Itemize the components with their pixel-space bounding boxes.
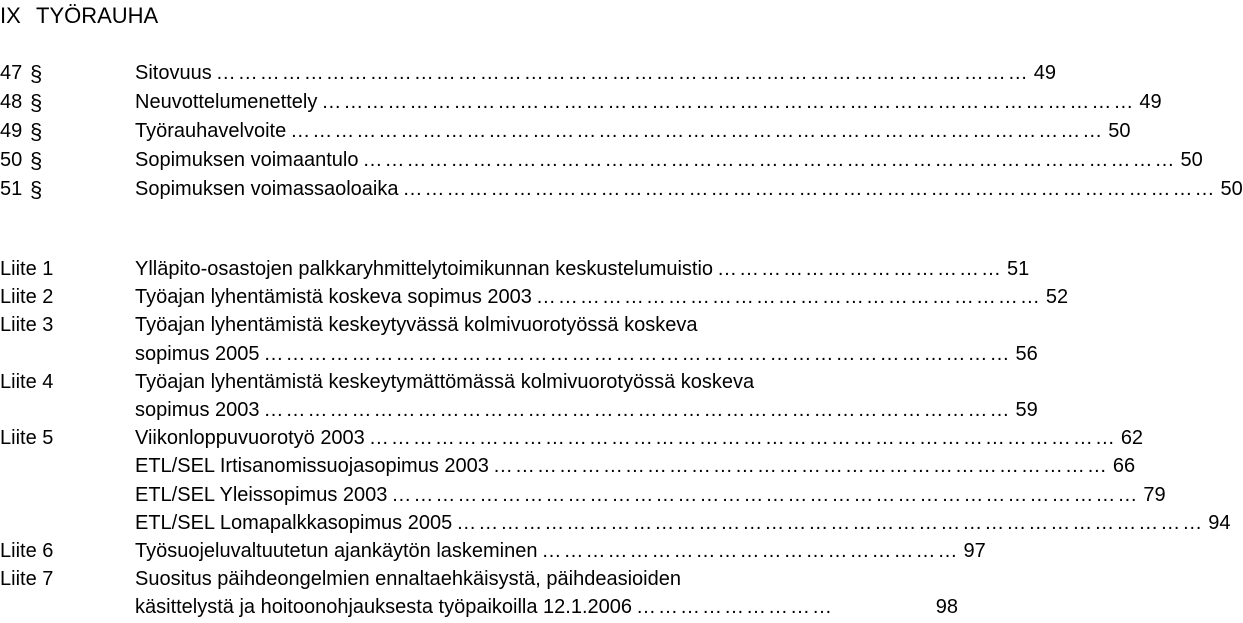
- toc-row: [0, 255, 1030, 284]
- dot-leader: …………………………………: [717, 258, 1004, 280]
- toc-entry: [135, 340, 1038, 369]
- toc-entry: [135, 537, 986, 566]
- toc-entry: [135, 509, 1231, 538]
- page-number: 51: [1007, 258, 1030, 280]
- appendix-label: Liite 3: [0, 314, 54, 337]
- toc-entry: [135, 283, 1069, 312]
- page-number: 94: [1208, 511, 1231, 534]
- chapter-heading: [0, 3, 158, 29]
- dot-leader: …………………………………………………………………………………………: [456, 511, 1205, 534]
- entry-title: sopimus 2005: [135, 342, 260, 365]
- toc-entry: [135, 311, 958, 340]
- entry-title: Viikonloppuvuorotyö 2003: [135, 427, 365, 450]
- entry-title: Työajan lyhentämistä keskeytymättömässä kolmivuorotyössä koskeva: [135, 370, 755, 393]
- dot-leader: …………………………………………………: [541, 540, 960, 562]
- appendix-label: Liite 7: [0, 568, 54, 591]
- entry-title: Suositus päihdeongelmien ennaltaehkäisystä, päihdeasioiden: [135, 568, 681, 591]
- section-symbol: §: [30, 148, 43, 173]
- toc-entry: [135, 88, 1162, 117]
- toc-entry: [135, 424, 1144, 453]
- toc-entry: [135, 368, 958, 397]
- page-number: 66: [1112, 455, 1136, 478]
- entry-title: Työsuojeluvaltuutetun ajankäytön laskeminen: [135, 540, 538, 562]
- entry-title: ETL/SEL Yleissopimus 2003: [135, 483, 388, 506]
- toc-row: [0, 311, 960, 340]
- toc-row: [0, 340, 1038, 369]
- entry-title: käsittelystä ja hoitoonohjauksesta työpaikoilla 12.1.2006: [135, 596, 632, 619]
- page-number: 50: [1180, 149, 1203, 171]
- toc-entry: [135, 481, 1166, 510]
- entry-title: Neuvottelumenettely: [135, 91, 318, 113]
- dot-leader: …………………………………………………………………………………………………: [215, 62, 1030, 84]
- appendix-label: Liite 4: [0, 370, 54, 393]
- entry-title: Työajan lyhentämistä koskeva sopimus 2003: [135, 286, 532, 309]
- entry-title: ETL/SEL Irtisanomissuojasopimus 2003: [135, 455, 489, 478]
- dot-leader: ……………………………………………………………: [535, 286, 1042, 309]
- section-number: 51: [0, 178, 23, 200]
- dot-leader: …………………………………………………………………………………………………: [290, 120, 1105, 142]
- page-number: 79: [1143, 483, 1166, 506]
- toc-row: [0, 117, 1131, 146]
- page-number: 50: [1220, 178, 1243, 200]
- toc-entry: [135, 146, 1203, 175]
- entry-title: Sitovuus: [135, 62, 212, 84]
- page-number: 98: [935, 596, 958, 619]
- toc-row: [0, 593, 960, 622]
- toc-row: [0, 565, 960, 594]
- page-number: 49: [1033, 62, 1056, 84]
- toc-row: [0, 59, 1056, 88]
- appendix-label: Liite 1: [0, 258, 54, 280]
- toc-entry: [135, 396, 1038, 425]
- toc-entry: [135, 593, 958, 622]
- section-symbol: §: [30, 177, 43, 202]
- appendix-label: Liite 5: [0, 427, 54, 450]
- dot-leader: …………………………………………………………………………………………………: [321, 91, 1136, 113]
- section-symbol: §: [30, 90, 43, 115]
- toc-entry: [135, 59, 1056, 88]
- toc-row: [0, 368, 960, 397]
- section-symbol: §: [30, 119, 43, 144]
- entry-title: Työajan lyhentämistä keskeytyvässä kolmivuorotyössä koskeva: [135, 314, 698, 337]
- toc-row: [0, 537, 986, 566]
- dot-leader: …………………………………………………………………………………………: [391, 483, 1140, 506]
- page-number: 52: [1045, 286, 1069, 309]
- toc-entry: [135, 452, 1136, 481]
- appendix-label: Liite 6: [0, 540, 54, 562]
- page-number: 97: [963, 540, 986, 562]
- entry-title: ETL/SEL Lomapalkkasopimus 2005: [135, 511, 453, 534]
- page-number: 59: [1015, 399, 1038, 421]
- toc-row: [0, 509, 1231, 538]
- toc-row: [0, 481, 1166, 510]
- section-number: 47: [0, 62, 23, 84]
- toc-entry: [135, 117, 1131, 146]
- toc-entry: [135, 175, 1243, 204]
- section-symbol: §: [30, 61, 43, 86]
- section-number: 49: [0, 120, 23, 142]
- appendix-label: Liite 2: [0, 286, 54, 309]
- toc-row: [0, 424, 1144, 453]
- section-number: 48: [0, 91, 23, 113]
- toc-row: [0, 88, 1162, 117]
- dot-leader: …………………………………………………………………………………………………: [362, 149, 1177, 171]
- section-number: 50: [0, 149, 23, 171]
- dot-leader: …………………………………………………………………………………………: [368, 427, 1117, 450]
- page-number: 56: [1015, 342, 1038, 365]
- toc-entry: [135, 565, 958, 594]
- toc-row: [0, 146, 1203, 175]
- dot-leader: …………………………………………………………………………: [492, 455, 1109, 478]
- dot-leader: …………………………………………………………………………………………………: [402, 178, 1217, 200]
- entry-title: Ylläpito-osastojen palkkaryhmittelytoimikunnan keskustelumuistio: [135, 258, 714, 280]
- page-number: 62: [1120, 427, 1144, 450]
- dot-leader: …………………………………………………………………………………………: [263, 399, 1012, 421]
- page-number: 49: [1139, 91, 1162, 113]
- dot-leader: ………………………: [636, 596, 834, 619]
- toc-entry: [135, 255, 1030, 284]
- toc-row: [0, 452, 1136, 481]
- entry-title: sopimus 2003: [135, 399, 260, 421]
- entry-title: Työrauhavelvoite: [135, 120, 287, 142]
- entry-title: Sopimuksen voimassaoloaika: [135, 178, 399, 200]
- dot-leader: …………………………………………………………………………………………: [263, 342, 1012, 365]
- chapter-number: IX: [0, 3, 21, 28]
- toc-row: [0, 283, 1069, 312]
- toc-row: [0, 175, 1243, 204]
- entry-title: Sopimuksen voimaantulo: [135, 149, 359, 171]
- toc-row: [0, 396, 1038, 425]
- chapter-title: TYÖRAUHA: [36, 3, 159, 28]
- page-number: 50: [1108, 120, 1131, 142]
